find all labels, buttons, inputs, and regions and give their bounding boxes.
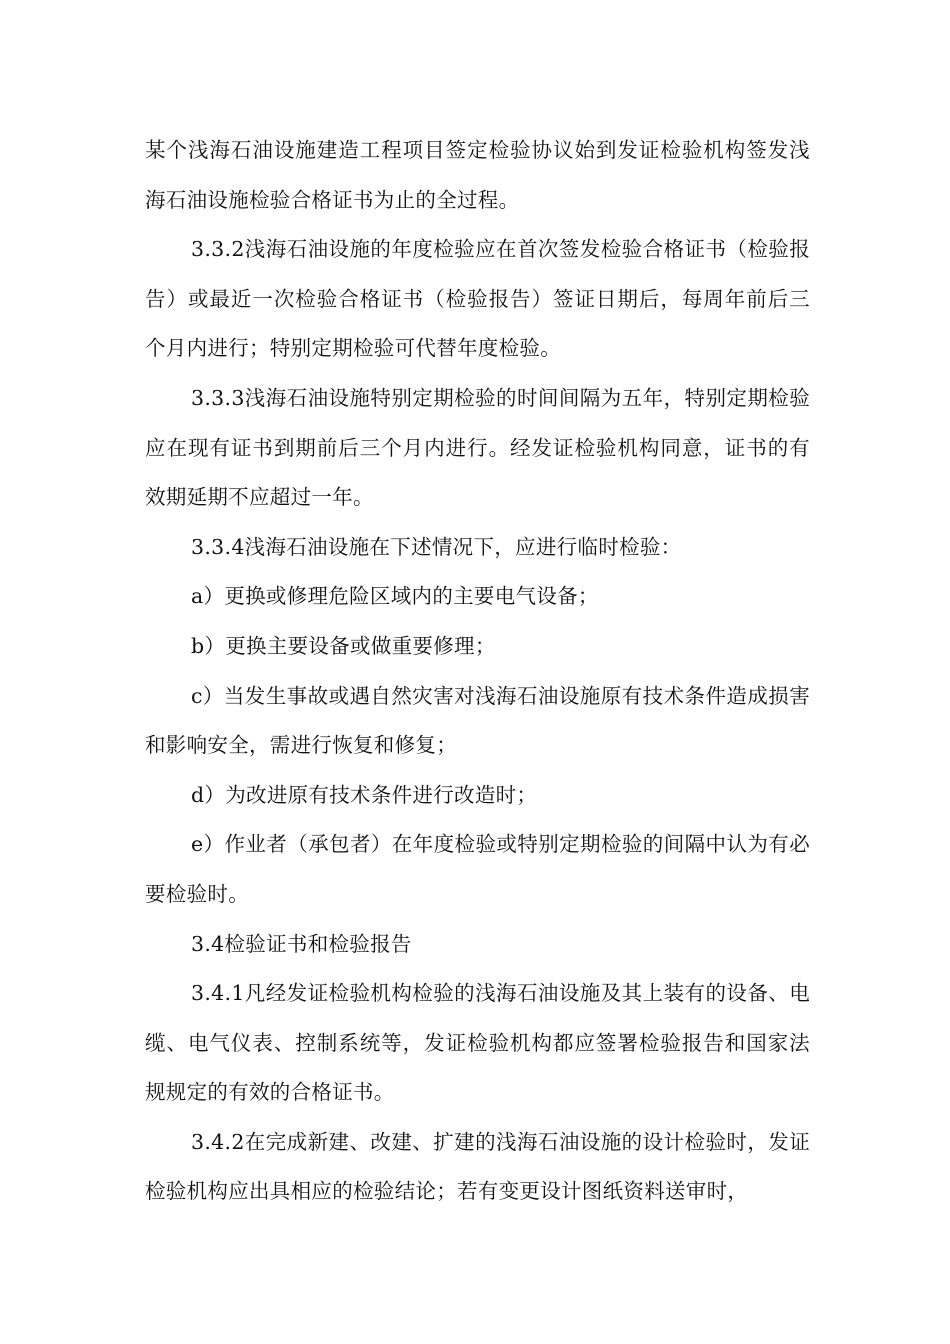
paragraph-3-3-3: 3.3.3浅海石油设施特别定期检验的时间间隔为五年，特别定期检验应在现有证书到期前后三个月内进行。经发证检验机构同意，证书的有效期延期不应超过一年。 [145,385,810,510]
list-item-a: a）更换或修理危险区域内的主要电气设备； [191,584,599,609]
list-item-b: b）更换主要设备或做重要修理； [191,633,496,658]
paragraph-continuation: 某个浅海石油设施建造工程项目签定检验协议始到发证检验机构签发浅海石油设施检验合格证书为止的全过程。 [145,138,810,212]
section-heading-3-4: 3.4检验证书和检验报告 [191,931,412,956]
document-body [145,126,810,1217]
list-item-e: e）作业者（承包者）在年度检验或特别定期检验的间隔中认为有必要检验时。 [145,832,810,906]
list-item-d: d）为改进原有技术条件进行改造时； [191,782,538,807]
list-item-c: c）当发生事故或遇自然灾害对浅海石油设施原有技术条件造成损害和影响安全，需进行恢复和修复； [145,683,810,758]
paragraph-3-4-1: 3.4.1凡经发证检验机构检验的浅海石油设施及其上装有的设备、电缆、电气仪表、控制系统等，发证检验机构都应签署检验报告和国家法规规定的有效的合格证书。 [145,981,810,1105]
paragraph-3-3-2: 3.3.2浅海石油设施的年度检验应在首次签发检验合格证书（检验报告）或最近一次检验合格证书（检验报告）签证日期后，每周年前后三个月内进行；特别定期检验可代替年度检验。 [145,237,810,361]
paragraph-3-4-2: 3.4.2在完成新建、改建、扩建的浅海石油设施的设计检验时，发证检验机构应出具相应的检验结论；若有变更设计图纸资料送审时， [145,1129,810,1204]
paragraph-3-3-4: 3.3.4浅海石油设施在下述情况下，应进行临时检验： [191,534,682,559]
